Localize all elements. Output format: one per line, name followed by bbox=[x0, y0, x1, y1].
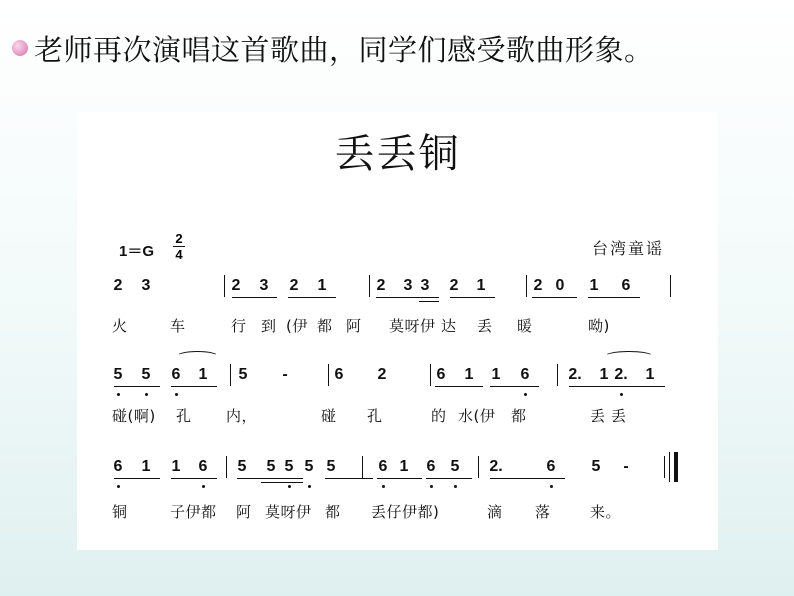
beam-underline bbox=[426, 478, 472, 479]
octave-dot bbox=[288, 485, 291, 488]
octave-dot bbox=[550, 485, 553, 488]
note: - bbox=[282, 366, 288, 383]
bar-line bbox=[224, 275, 225, 297]
note: 5 bbox=[304, 458, 314, 475]
lyric: 来。 bbox=[590, 503, 622, 521]
octave-dot bbox=[524, 393, 527, 396]
lyric: 铜 bbox=[112, 503, 128, 521]
sheet-music bbox=[77, 112, 718, 550]
note: 6 bbox=[378, 458, 388, 475]
lyric: 到 bbox=[261, 317, 277, 335]
note: 6 bbox=[621, 277, 631, 294]
note: 6 bbox=[334, 366, 344, 383]
note: 5 bbox=[591, 458, 601, 475]
note: 5 bbox=[141, 366, 151, 383]
beam-underline bbox=[490, 478, 565, 479]
beam-underline bbox=[171, 386, 217, 387]
octave-dot bbox=[202, 485, 205, 488]
note: 6 bbox=[436, 366, 446, 383]
bar-line bbox=[369, 275, 370, 297]
lyric: 孔 bbox=[176, 407, 192, 425]
beam-underline bbox=[261, 482, 303, 483]
lyric: (伊 bbox=[286, 317, 308, 335]
lyric: 的 bbox=[431, 407, 447, 425]
note: 5 bbox=[284, 458, 294, 475]
note: 5 bbox=[113, 366, 123, 383]
note: 1 bbox=[645, 366, 655, 383]
time-signature bbox=[173, 232, 185, 261]
final-bar-line bbox=[674, 452, 678, 482]
note: 1 bbox=[464, 366, 474, 383]
bar-line bbox=[669, 452, 670, 482]
lyric: 达 bbox=[441, 317, 457, 335]
note: - bbox=[623, 458, 629, 475]
lyric: 都 bbox=[317, 317, 333, 335]
note: 5 bbox=[266, 458, 276, 475]
note: 5 bbox=[238, 366, 248, 383]
lyric: 莫呀伊 bbox=[265, 503, 312, 521]
lyric: 滴 bbox=[487, 503, 503, 521]
beam-underline bbox=[450, 297, 495, 298]
lyric: 莫呀伊 bbox=[389, 317, 436, 335]
beam-underline bbox=[377, 478, 422, 479]
note: 2 bbox=[449, 277, 459, 294]
lyric: 丢 bbox=[611, 407, 627, 425]
note: 3 bbox=[403, 277, 413, 294]
lyric: 落 bbox=[535, 503, 551, 521]
beam-underline bbox=[532, 297, 577, 298]
note: 5 bbox=[237, 458, 247, 475]
song-origin: 台湾童谣 bbox=[592, 239, 665, 258]
lyric: 丢 bbox=[590, 407, 606, 425]
note: 5 bbox=[450, 458, 460, 475]
bar-line bbox=[362, 456, 363, 478]
octave-dot bbox=[308, 485, 311, 488]
beam-underline bbox=[114, 386, 160, 387]
pink-bullet-icon bbox=[12, 40, 28, 56]
note: 1 bbox=[317, 277, 327, 294]
note: 0 bbox=[555, 277, 565, 294]
beam-underline bbox=[419, 301, 439, 302]
bar-line bbox=[328, 364, 329, 386]
beam-underline bbox=[288, 297, 336, 298]
lyric: 子伊都 bbox=[170, 503, 217, 521]
lyric: 丢仔伊都) bbox=[371, 503, 440, 521]
lyric: 丢 bbox=[477, 317, 493, 335]
note: 6 bbox=[198, 458, 208, 475]
beam-underline bbox=[569, 386, 617, 387]
beam-underline bbox=[261, 478, 303, 479]
octave-dot bbox=[175, 393, 178, 396]
note: 2 bbox=[376, 277, 386, 294]
bar-line bbox=[664, 456, 665, 478]
note: 1 bbox=[476, 277, 486, 294]
instruction-text: 老师再次演唱这首歌曲，同学们感受歌曲形象。 bbox=[34, 33, 654, 67]
note: 1 bbox=[171, 458, 181, 475]
beam-underline bbox=[490, 386, 539, 387]
note: 5 bbox=[326, 458, 336, 475]
note: 6 bbox=[426, 458, 436, 475]
lyric: 阿 bbox=[346, 317, 362, 335]
note: 3 bbox=[141, 277, 151, 294]
lyric: 火 bbox=[112, 317, 128, 335]
bar-line bbox=[557, 364, 558, 386]
lyric: 内， bbox=[226, 407, 258, 425]
beam-underline bbox=[114, 478, 160, 479]
octave-dot bbox=[382, 485, 385, 488]
bar-line bbox=[230, 364, 231, 386]
bar-line bbox=[226, 456, 227, 478]
note: 1 bbox=[399, 458, 409, 475]
note: 2 bbox=[231, 277, 241, 294]
time-signature-bottom: 4 bbox=[175, 247, 183, 262]
note: 1 bbox=[491, 366, 501, 383]
beam-underline bbox=[171, 478, 217, 479]
octave-dot bbox=[145, 393, 148, 396]
time-signature-top: 2 bbox=[175, 231, 183, 246]
beam-underline bbox=[588, 297, 640, 298]
octave-dot bbox=[117, 485, 120, 488]
beam-underline bbox=[232, 297, 277, 298]
note: 2. bbox=[614, 366, 628, 383]
octave-dot bbox=[430, 485, 433, 488]
lyric: 孔 bbox=[367, 407, 383, 425]
bar-line bbox=[430, 364, 431, 386]
beam-underline bbox=[435, 386, 483, 387]
beam-underline bbox=[419, 297, 439, 298]
bar-line bbox=[526, 275, 527, 297]
lyric: 碰(啊) bbox=[112, 407, 156, 425]
note: 1 bbox=[141, 458, 151, 475]
note: 2. bbox=[489, 458, 503, 475]
octave-dot bbox=[117, 393, 120, 396]
octave-dot bbox=[620, 393, 623, 396]
note: 2 bbox=[289, 277, 299, 294]
note: 6 bbox=[171, 366, 181, 383]
note: 1 bbox=[589, 277, 599, 294]
bar-line bbox=[670, 275, 671, 297]
lyric: 车 bbox=[170, 317, 186, 335]
note: 3 bbox=[420, 277, 430, 294]
lyric: 都 bbox=[511, 407, 527, 425]
note: 1 bbox=[198, 366, 208, 383]
lyric: 呦) bbox=[588, 317, 610, 335]
lyric: 碰 bbox=[321, 407, 337, 425]
slur bbox=[604, 351, 654, 362]
note: 2 bbox=[533, 277, 543, 294]
lyric: 行 bbox=[231, 317, 247, 335]
lyric: 水(伊 bbox=[458, 407, 496, 425]
lyric: 阿 bbox=[236, 503, 252, 521]
note: 6 bbox=[113, 458, 123, 475]
lyric: 都 bbox=[325, 503, 341, 521]
beam-underline bbox=[617, 386, 665, 387]
song-title: 丢丢铜 bbox=[334, 131, 461, 177]
slur bbox=[176, 351, 219, 362]
note: 2. bbox=[568, 366, 582, 383]
note: 2 bbox=[377, 366, 387, 383]
note: 2 bbox=[113, 277, 123, 294]
note: 6 bbox=[546, 458, 556, 475]
note: 3 bbox=[259, 277, 269, 294]
lyric: 暖 bbox=[517, 317, 533, 335]
octave-dot bbox=[454, 485, 457, 488]
key-signature: 1＝G bbox=[119, 243, 155, 260]
beam-underline bbox=[325, 478, 373, 479]
note: 6 bbox=[520, 366, 530, 383]
bar-line bbox=[478, 456, 479, 478]
note: 1 bbox=[599, 366, 609, 383]
